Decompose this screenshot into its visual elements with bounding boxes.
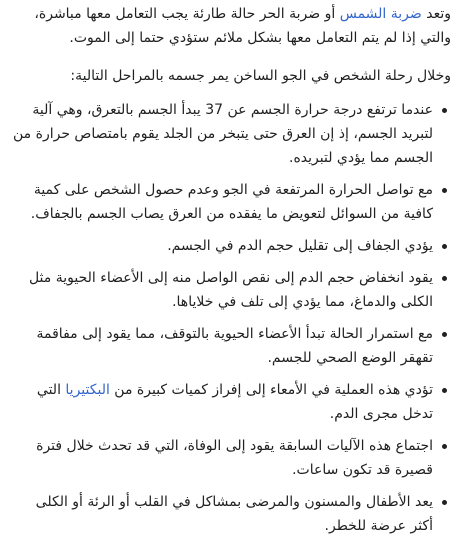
list-item-text-start: تؤدي هذه العملية في الأمعاء إلى إفراز كميات كبيرة من xyxy=(109,382,433,398)
intro-paragraph xyxy=(10,2,451,50)
article-body xyxy=(0,2,463,534)
list-item-text-end: التي تدخل مجرى الدم. xyxy=(36,382,433,422)
list-item-text: اجتماع هذه الآليات السابقة يقود إلى الوفاة، التي قد تحدث خلال فترة قصيرة قد تكون ساعات. xyxy=(36,438,433,478)
paragraph-text-start: وتعد xyxy=(421,6,451,22)
bullet-icon xyxy=(442,444,447,449)
list-item xyxy=(10,266,433,314)
list-item-text: عندما ترتفع درجة حرارة الجسم عن 37 يبدأ الجسم بالتعرق، وهي آلية لتبريد الجسم، إذ إن العرق حتى يتبخر من الجلد يقوم بامتصاص حرارة من الجسم مما يؤدي لتبريده. xyxy=(13,102,433,166)
list-item-text: مع تواصل الحرارة المرتفعة في الجو وعدم حصول الشخص على كمية كافية من السوائل لتعويض ما يفقده من العرق يصاب الجسم بالجفاف. xyxy=(30,182,433,222)
bullet-icon xyxy=(442,388,447,393)
list-item-text: يؤدي الجفاف إلى تقليل حجم الدم في الجسم. xyxy=(167,238,433,254)
list-item xyxy=(10,234,433,258)
bullet-icon xyxy=(442,188,447,193)
list-item-text: يعد الأطفال والمسنون والمرضى بمشاكل في القلب أو الرئة أو الكلى أكثر عرضة للخطر. xyxy=(35,494,433,534)
list-item xyxy=(10,178,433,226)
heatstroke-link[interactable]: ضربة الشمس xyxy=(339,6,422,22)
list-item xyxy=(10,434,433,482)
paragraph-text-end: أو ضربة الحر حالة طارئة يجب التعامل معها مباشرة، والتي إذا لم يتم التعامل معها بشكل ملائم ستؤدي حتما إلى الموت. xyxy=(34,6,451,46)
list-item-text: مع استمرار الحالة تبدأ الأعضاء الحيوية بالتوقف، مما يقود إلى مفاقمة تقهقر الوضع الصحي للجسم. xyxy=(36,326,433,366)
bullet-icon xyxy=(442,276,447,281)
list-item xyxy=(10,322,433,370)
bullet-icon xyxy=(442,500,447,505)
bullet-icon xyxy=(442,108,447,113)
list-item xyxy=(10,378,433,426)
bacteria-link[interactable]: البكتيريا xyxy=(65,382,110,398)
stages-intro-text: وخلال رحلة الشخص في الجو الساخن يمر جسمه بالمراحل التالية: xyxy=(70,68,451,84)
bullet-icon xyxy=(442,244,447,249)
stages-list xyxy=(10,98,451,538)
list-item xyxy=(10,98,433,170)
bullet-icon xyxy=(442,332,447,337)
list-item-text: يقود انخفاض حجم الدم إلى نقص الواصل منه إلى الأعضاء الحيوية مثل الكلى والدماغ، مما يؤدي إلى تلف في خلاياها. xyxy=(28,270,433,310)
list-item xyxy=(10,490,433,538)
